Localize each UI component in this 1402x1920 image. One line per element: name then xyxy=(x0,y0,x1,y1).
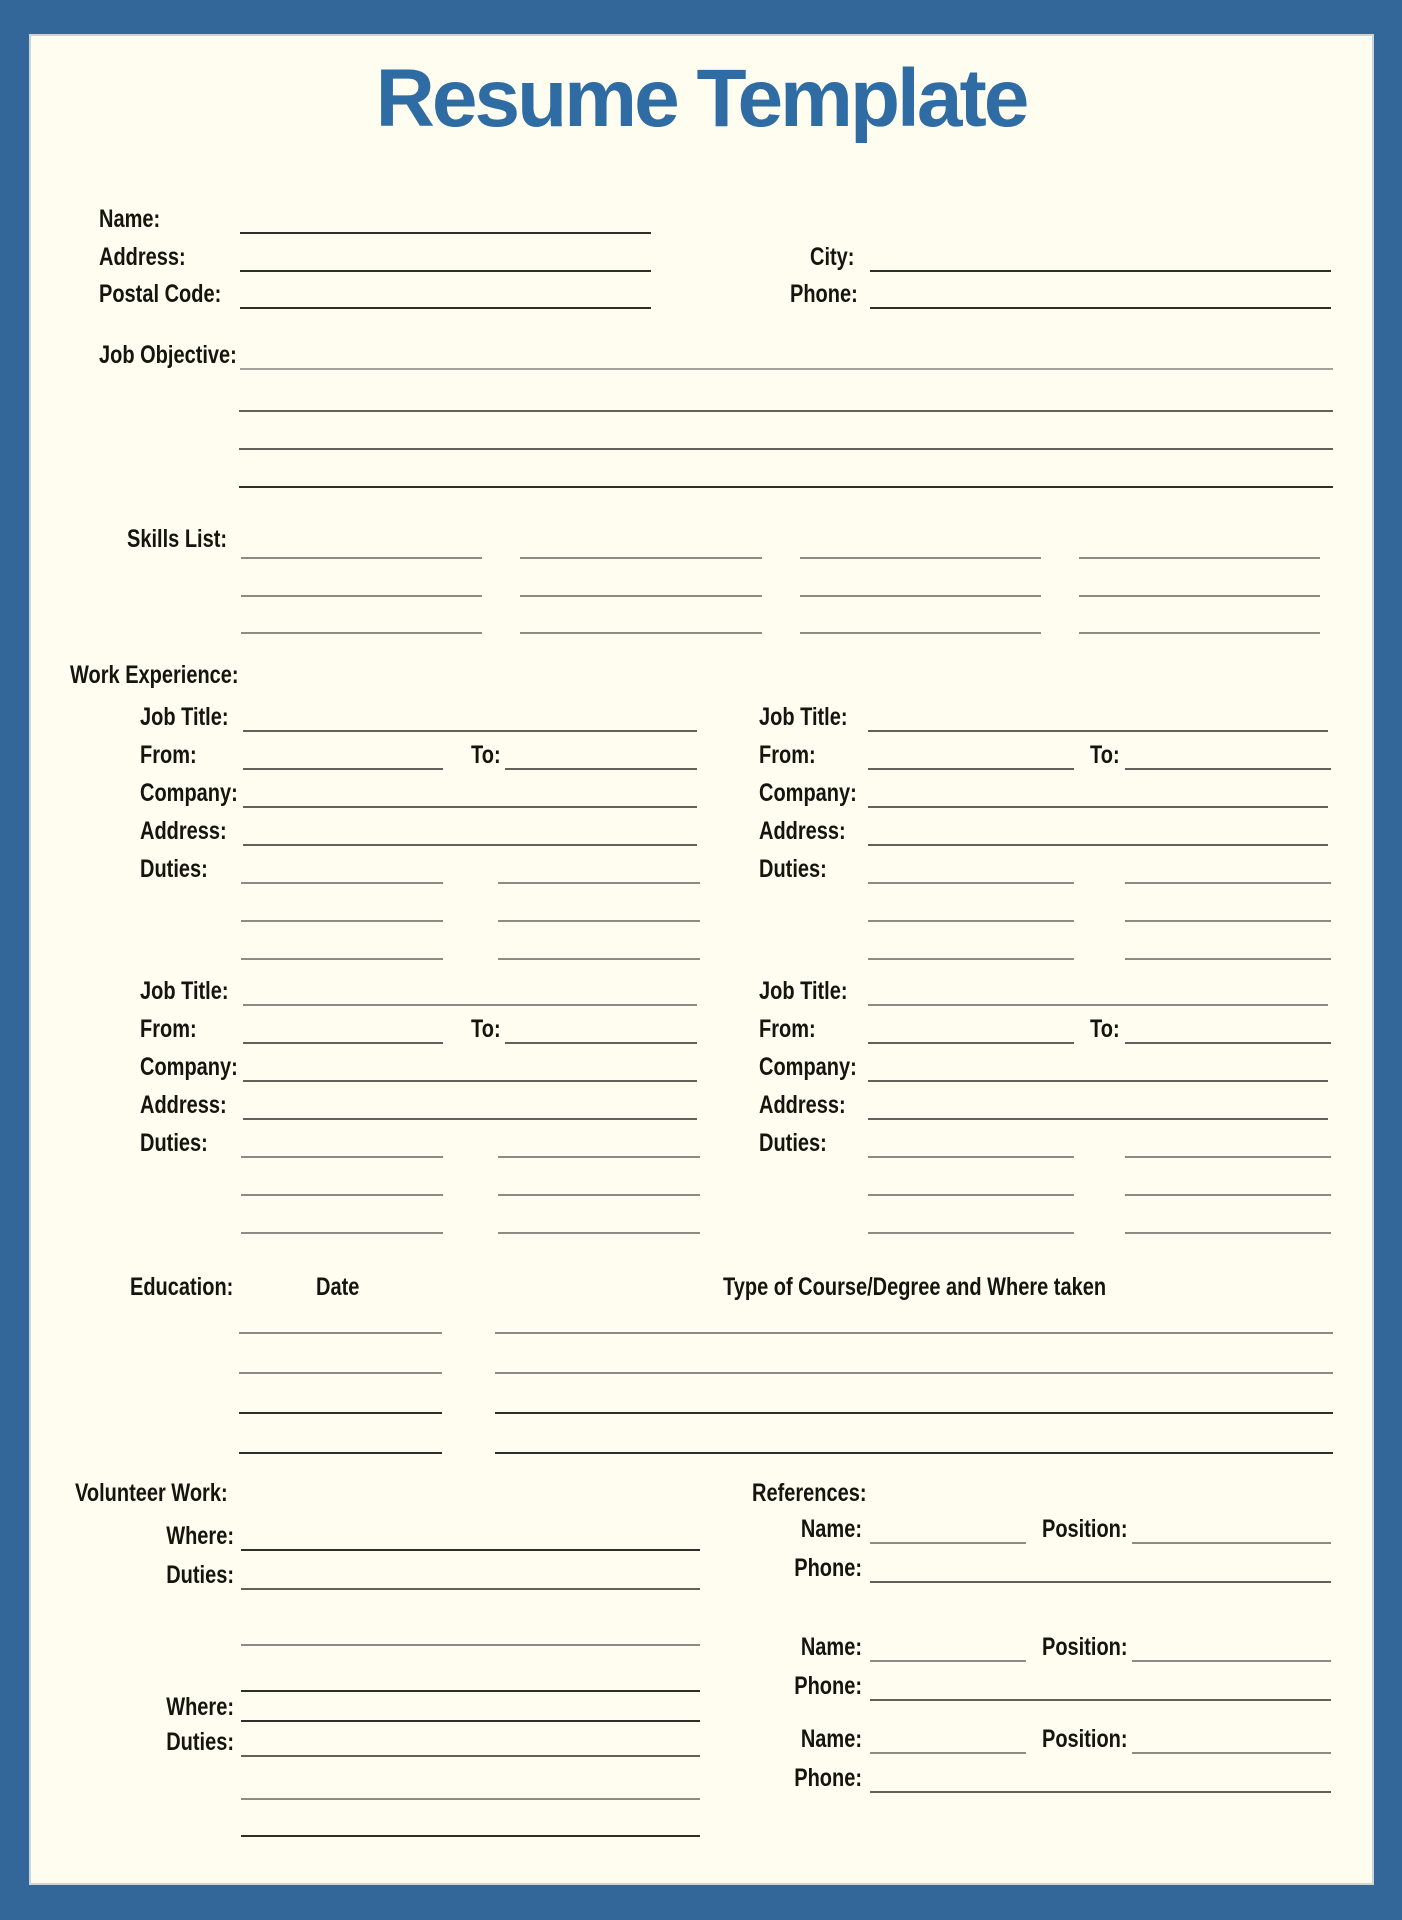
job-title-label: Job Title: xyxy=(140,977,229,1005)
postal-code-blank-line xyxy=(240,275,651,309)
field-row-company xyxy=(140,774,697,808)
duties-blank-line xyxy=(1125,1232,1331,1234)
duties-blank-line xyxy=(868,920,1074,922)
job-title-label: Job Title: xyxy=(140,703,229,731)
to-blank-line xyxy=(505,736,697,770)
name-blank-line xyxy=(870,1510,1026,1544)
field-row-duties xyxy=(759,1124,1331,1158)
duties-label: Duties: xyxy=(166,1728,234,1756)
to-label: To: xyxy=(471,1015,501,1043)
duties-blank-line xyxy=(498,1124,700,1158)
company-blank-line xyxy=(243,1048,697,1082)
from-label: From: xyxy=(759,1015,816,1043)
name-blank-line xyxy=(870,1628,1026,1662)
education-date-blank-line xyxy=(239,1412,442,1414)
address-blank-line xyxy=(243,1086,697,1120)
spacer xyxy=(1074,1124,1125,1158)
company-blank-line xyxy=(868,1048,1328,1082)
field-row-duties xyxy=(140,1124,700,1158)
field-row-reference-name-position xyxy=(762,1720,1331,1754)
company-label: Company: xyxy=(140,779,238,807)
spacer xyxy=(443,850,498,884)
field-row-city xyxy=(810,238,1331,272)
name-blank-line xyxy=(240,200,651,234)
from-blank-line xyxy=(868,736,1074,770)
duties-label: Duties: xyxy=(166,1561,234,1589)
education-date-blank-line xyxy=(239,1332,442,1334)
phone-blank-line xyxy=(870,1549,1331,1583)
field-row-name xyxy=(99,200,651,234)
from-blank-line xyxy=(868,1010,1074,1044)
to-label: To: xyxy=(1090,1015,1120,1043)
skill-blank-line xyxy=(520,600,761,634)
job-objective-blank-line xyxy=(239,448,1333,450)
field-row-job-title xyxy=(759,698,1328,732)
duties-label: Duties: xyxy=(759,1129,827,1157)
to-label: To: xyxy=(1090,741,1120,769)
name-label: Name: xyxy=(800,1725,862,1753)
field-row-phone xyxy=(790,275,1331,309)
phone-blank-line xyxy=(870,275,1331,309)
field-row-duties xyxy=(134,1723,700,1757)
position-blank-line xyxy=(1132,1628,1331,1662)
phone-blank-line xyxy=(870,1667,1331,1701)
phone-label: Phone: xyxy=(794,1764,862,1792)
education-date-blank-line xyxy=(239,1452,442,1454)
duties-blank-line xyxy=(1125,850,1331,884)
where-blank-line xyxy=(241,1517,700,1551)
city-blank-line xyxy=(870,238,1331,272)
name-label: Name: xyxy=(99,205,161,233)
phone-label: Phone: xyxy=(794,1554,862,1582)
skill-blank-line xyxy=(241,525,482,559)
address-blank-line xyxy=(868,812,1328,846)
phone-label: Phone: xyxy=(794,1672,862,1700)
duties-blank-line xyxy=(498,1232,700,1234)
duties-blank-line xyxy=(1125,1124,1331,1158)
duties-blank-line xyxy=(241,1194,443,1196)
field-row-from-to xyxy=(759,736,1331,770)
to-label: To: xyxy=(471,741,501,769)
skill-blank-line xyxy=(520,563,761,597)
skill-blank-line xyxy=(241,563,482,597)
field-row-job-title xyxy=(140,972,697,1006)
skill-blank-line xyxy=(520,525,761,559)
field-row-address xyxy=(759,1086,1328,1120)
postal-code-label: Postal Code: xyxy=(99,280,222,308)
company-label: Company: xyxy=(759,779,857,807)
duties-blank-line xyxy=(241,920,443,922)
position-blank-line xyxy=(1132,1510,1331,1544)
position-label: Position: xyxy=(1042,1725,1128,1753)
field-row-reference-name-position xyxy=(762,1510,1331,1544)
name-label: Name: xyxy=(800,1515,862,1543)
address-label: Address: xyxy=(759,817,846,845)
duties-blank-line xyxy=(868,1124,1074,1158)
address-blank-line xyxy=(868,1086,1328,1120)
duties-blank-line xyxy=(498,1194,700,1196)
education-label: Education: xyxy=(130,1273,234,1301)
skill-blank-line xyxy=(800,525,1041,559)
where-label: Where: xyxy=(166,1522,234,1550)
duties-blank-line xyxy=(241,1556,700,1590)
page-title: Resume Template xyxy=(375,53,1027,144)
address-label: Address: xyxy=(140,1091,227,1119)
to-blank-line xyxy=(1125,1010,1331,1044)
duties-blank-line xyxy=(1125,958,1331,960)
field-row-job-title xyxy=(759,972,1328,1006)
position-label: Position: xyxy=(1042,1515,1128,1543)
address-label: Address: xyxy=(759,1091,846,1119)
volunteer-work-header: Volunteer Work: xyxy=(75,1479,228,1507)
job-objective-blank-line xyxy=(239,486,1333,488)
skill-blank-line xyxy=(800,600,1041,634)
duties-blank-line xyxy=(868,958,1074,960)
education-course-blank-line xyxy=(495,1452,1333,1454)
address-blank-line xyxy=(240,238,651,272)
field-row-from-to xyxy=(140,736,697,770)
to-blank-line xyxy=(1125,736,1331,770)
duties-blank-line xyxy=(498,958,700,960)
field-row-address xyxy=(759,812,1328,846)
to-blank-line xyxy=(505,1010,697,1044)
job-title-label: Job Title: xyxy=(759,977,848,1005)
position-label: Position: xyxy=(1042,1633,1128,1661)
education-course-blank-line xyxy=(495,1332,1333,1334)
duties-blank-line xyxy=(868,1232,1074,1234)
field-row-reference-phone xyxy=(762,1667,1331,1701)
name-blank-line xyxy=(870,1720,1026,1754)
duties-blank-line xyxy=(241,850,443,884)
duties-blank-line xyxy=(241,1644,700,1646)
address-label: Address: xyxy=(140,817,227,845)
field-row-company xyxy=(759,1048,1328,1082)
company-label: Company: xyxy=(140,1053,238,1081)
field-row-from-to xyxy=(759,1010,1331,1044)
duties-blank-line xyxy=(241,1723,700,1757)
field-row-address xyxy=(99,238,651,272)
education-course-header: Type of Course/Degree and Where taken xyxy=(723,1273,1107,1301)
phone-blank-line xyxy=(870,1759,1331,1793)
field-row-duties xyxy=(134,1556,700,1590)
references-header: References: xyxy=(752,1479,867,1507)
from-label: From: xyxy=(140,1015,197,1043)
field-row-reference-phone xyxy=(762,1549,1331,1583)
skills-line-row xyxy=(241,563,1320,597)
duties-blank-line xyxy=(498,920,700,922)
skills-line-row xyxy=(241,600,1320,634)
job-title-blank-line xyxy=(868,972,1328,1006)
skill-blank-line xyxy=(241,600,482,634)
job-title-blank-line xyxy=(243,698,697,732)
name-label: Name: xyxy=(800,1633,862,1661)
skill-blank-line xyxy=(1079,563,1320,597)
company-blank-line xyxy=(868,774,1328,808)
city-label: City: xyxy=(810,243,855,271)
duties-blank-line xyxy=(241,1232,443,1234)
spacer xyxy=(1074,850,1125,884)
duties-label: Duties: xyxy=(140,855,208,883)
field-row-where xyxy=(134,1517,700,1551)
phone-label: Phone: xyxy=(790,280,858,308)
where-blank-line xyxy=(241,1688,700,1722)
where-label: Where: xyxy=(166,1693,234,1721)
field-row-reference-name-position xyxy=(762,1628,1331,1662)
spacer xyxy=(443,1124,498,1158)
job-title-blank-line xyxy=(243,972,697,1006)
duties-blank-line xyxy=(241,1835,700,1837)
field-row-company xyxy=(140,1048,697,1082)
skills-line-row xyxy=(241,525,1320,559)
duties-blank-line xyxy=(1125,920,1331,922)
skill-blank-line xyxy=(1079,525,1320,559)
duties-blank-line xyxy=(241,958,443,960)
duties-blank-line xyxy=(1125,1194,1331,1196)
field-row-postal-code xyxy=(99,275,651,309)
field-row-job-objective xyxy=(99,336,1333,370)
field-row-reference-phone xyxy=(762,1759,1331,1793)
skill-blank-line xyxy=(800,563,1041,597)
job-objective-blank-line xyxy=(240,336,1333,370)
field-row-address xyxy=(140,1086,697,1120)
job-objective-blank-line xyxy=(239,410,1333,412)
duties-blank-line xyxy=(868,850,1074,884)
field-row-duties xyxy=(759,850,1331,884)
duties-blank-line xyxy=(241,1124,443,1158)
field-row-duties xyxy=(140,850,700,884)
skill-blank-line xyxy=(1079,600,1320,634)
skills-list-label: Skills List: xyxy=(127,525,228,553)
from-blank-line xyxy=(243,736,443,770)
education-date-blank-line xyxy=(239,1372,442,1374)
duties-blank-line xyxy=(498,850,700,884)
work-experience-header: Work Experience: xyxy=(70,661,239,689)
position-blank-line xyxy=(1132,1720,1331,1754)
field-row-job-title xyxy=(140,698,697,732)
duties-label: Duties: xyxy=(759,855,827,883)
address-label: Address: xyxy=(99,243,186,271)
job-title-label: Job Title: xyxy=(759,703,848,731)
field-row-address xyxy=(140,812,697,846)
field-row-from-to xyxy=(140,1010,697,1044)
address-blank-line xyxy=(243,812,697,846)
job-title-blank-line xyxy=(868,698,1328,732)
duties-blank-line xyxy=(241,1798,700,1800)
duties-label: Duties: xyxy=(140,1129,208,1157)
education-date-header: Date xyxy=(316,1273,360,1301)
education-course-blank-line xyxy=(495,1412,1333,1414)
field-row-company xyxy=(759,774,1328,808)
from-blank-line xyxy=(243,1010,443,1044)
education-course-blank-line xyxy=(495,1372,1333,1374)
company-blank-line xyxy=(243,774,697,808)
company-label: Company: xyxy=(759,1053,857,1081)
field-row-where xyxy=(134,1688,700,1722)
job-objective-label: Job Objective: xyxy=(99,341,237,369)
from-label: From: xyxy=(140,741,197,769)
duties-blank-line xyxy=(868,1194,1074,1196)
from-label: From: xyxy=(759,741,816,769)
